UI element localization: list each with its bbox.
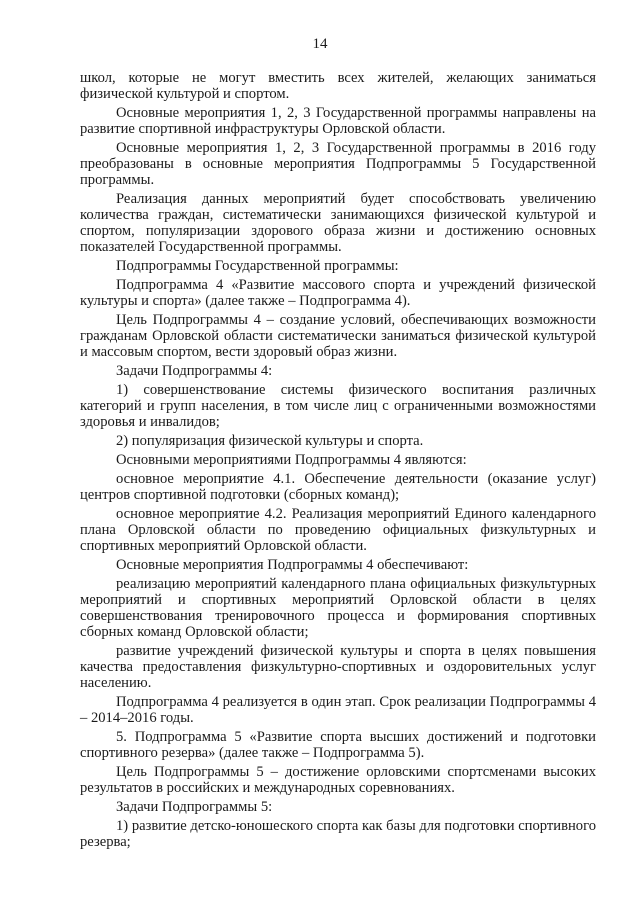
paragraph: основное мероприятие 4.1. Обеспечение деятельности (оказание услуг) центров спортивной подготовки (сборных команд);	[80, 471, 596, 503]
paragraph: Основные мероприятия 1, 2, 3 Государственной программы направлены на развитие спортивной инфраструктуры Орловской области.	[80, 105, 596, 137]
paragraph: школ, которые не могут вместить всех жителей, желающих заниматься физической культурой и спортом.	[80, 70, 596, 102]
paragraph: основное мероприятие 4.2. Реализация мероприятий Единого календарного плана Орловской области по проведению официальных физкультурных и спортивных мероприятий Орловской области.	[80, 506, 596, 554]
paragraph: Подпрограмма 4 «Развитие массового спорта и учреждений физической культуры и спорта» (далее также – Подпрограмма 4).	[80, 277, 596, 309]
document-body	[80, 70, 596, 853]
paragraph: Цель Подпрограммы 4 – создание условий, обеспечивающих возможности гражданам Орловской области систематически заниматься физической культурой и массовым спортом, вести здоровый образ жизни.	[80, 312, 596, 360]
paragraph: 5. Подпрограмма 5 «Развитие спорта высших достижений и подготовки спортивного резерва» (далее также – Подпрограмма 5).	[80, 729, 596, 761]
paragraph: Основные мероприятия Подпрограммы 4 обеспечивают:	[116, 557, 469, 573]
paragraph: Подпрограмма 4 реализуется в один этап. Срок реализации Подпрограммы 4 – 2014–2016 годы.	[80, 694, 596, 726]
page-number: 14	[312, 36, 328, 52]
paragraph: 2) популяризация физической культуры и спорта.	[116, 433, 424, 449]
paragraph: 1) совершенствование системы физического воспитания различных категорий и групп населения, в том числе лиц с ограниченными возможностями здоровья и инвалидов;	[80, 382, 596, 430]
paragraph: Основными мероприятиями Подпрограммы 4 являются:	[116, 452, 467, 468]
paragraph: Подпрограммы Государственной программы:	[116, 258, 399, 274]
paragraph: развитие учреждений физической культуры и спорта в целях повышения качества предоставления физкультурно-спортивных и оздоровительных услуг населению.	[80, 643, 596, 691]
paragraph: Основные мероприятия 1, 2, 3 Государственной программы в 2016 году преобразованы в основные мероприятия Подпрограммы 5 Государственной программы.	[80, 140, 596, 188]
paragraph: реализацию мероприятий календарного плана официальных физкультурных мероприятий и спортивных мероприятий Орловской области в целях совершенствования тренировочного процесса и формирования спортивных сборных команд Орловской области;	[80, 576, 596, 640]
paragraph: Задачи Подпрограммы 4:	[116, 363, 273, 379]
paragraph: Цель Подпрограммы 5 – достижение орловскими спортсменами высоких результатов в российских и международных соревнованиях.	[80, 764, 596, 796]
paragraph: Реализация данных мероприятий будет способствовать увеличению количества граждан, систематически занимающихся физической культурой и спортом, популяризации здорового образа жизни и достижению основных показателей Государственной программы.	[80, 191, 596, 255]
paragraph: Задачи Подпрограммы 5:	[116, 799, 273, 815]
paragraph: 1) развитие детско-юношеского спорта как базы для подготовки спортивного резерва;	[80, 818, 596, 850]
